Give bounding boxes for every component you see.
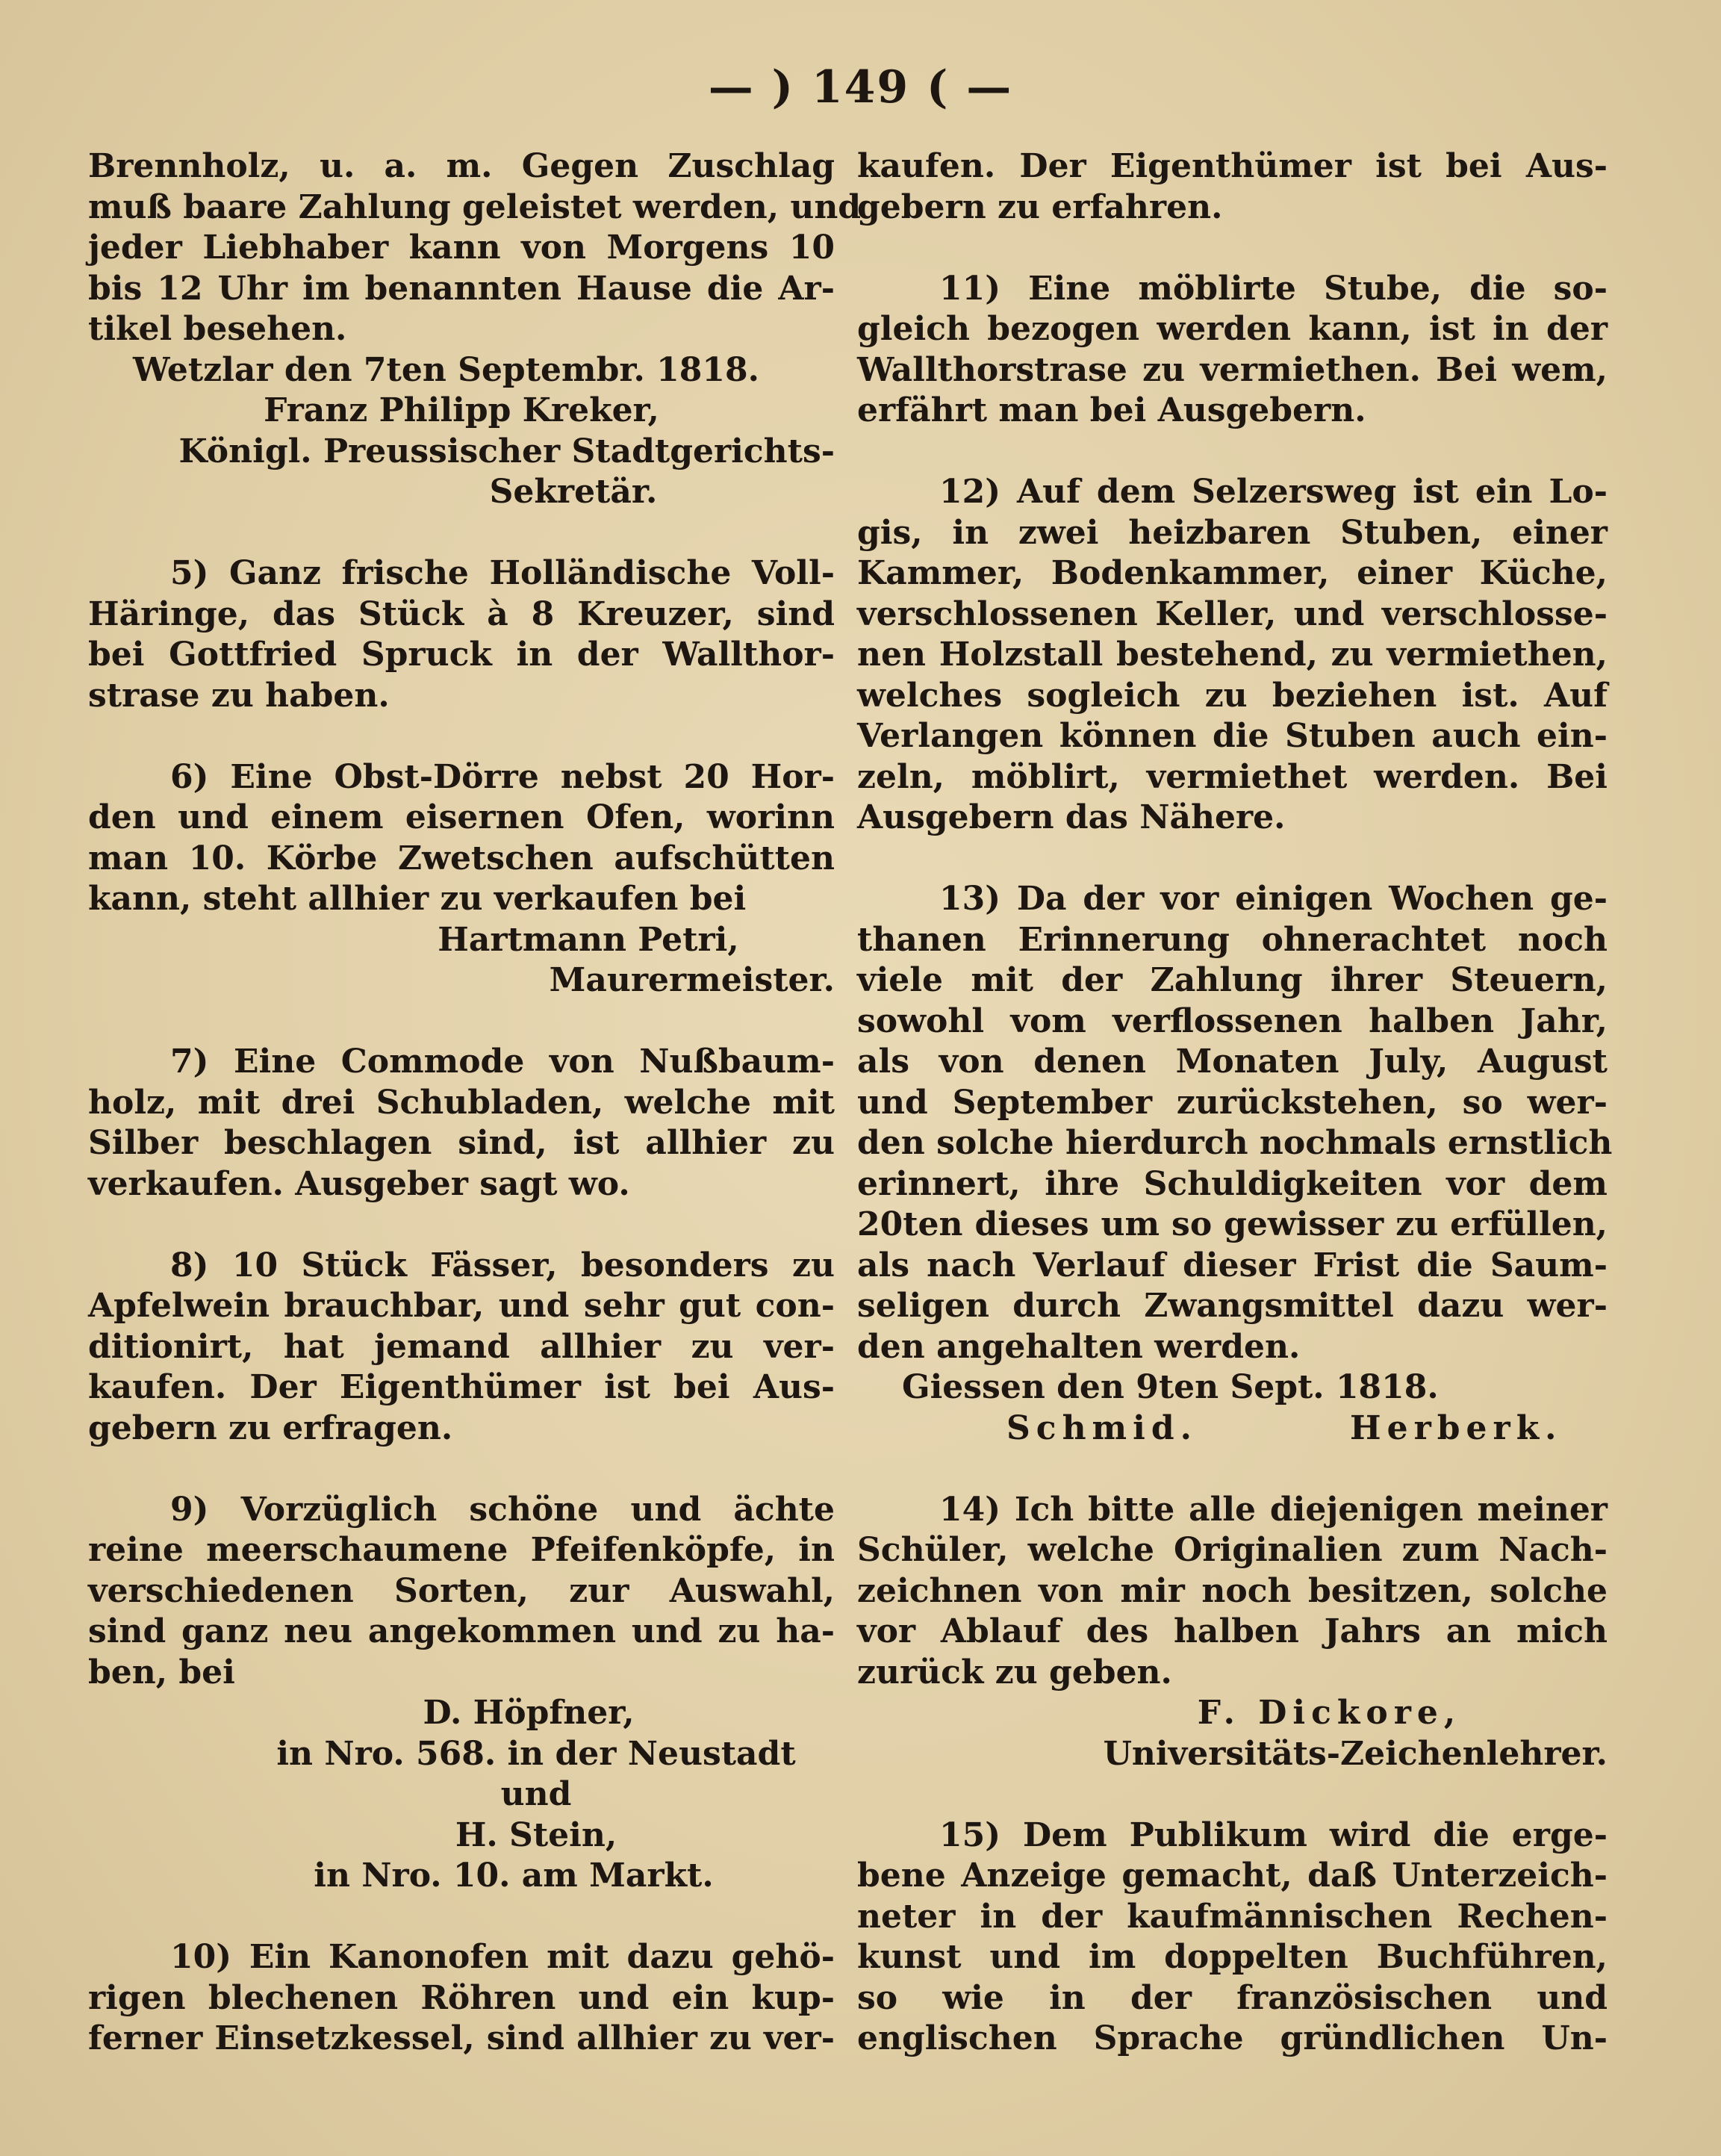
text-line: verschlossenen Keller, und verschlosse-: [857, 594, 1608, 633]
text-line: 8) 10 Stück Fässer, besonders zu: [170, 1246, 835, 1284]
text-line: 12) Auf dem Selzersweg ist ein Lo-: [939, 473, 1608, 511]
text-line: 11) Eine möblirte Stube, die so-: [939, 269, 1608, 308]
text-line: bis 12 Uhr im benannten Hause die Ar-: [88, 269, 835, 308]
text-line: Schüler, welche Originalien zum Nach-: [857, 1531, 1608, 1569]
text-line: kaufen. Der Eigenthümer ist bei Aus-: [88, 1368, 835, 1406]
text-line: gis, in zwei heizbaren Stuben, einer: [857, 513, 1608, 552]
text-line: ferner Einsetzkessel, sind allhier zu ver-: [88, 2019, 835, 2057]
text-line: man 10. Körbe Zwetschen aufschütten: [88, 839, 835, 877]
dateline: Giessen den 9ten Sept. 1818.: [902, 1368, 1439, 1406]
text-line: ben, bei: [88, 1653, 235, 1691]
signature-name: Franz Philipp Kreker,: [264, 391, 659, 429]
text-line: Apfelwein brauchbar, und sehr gut con-: [88, 1287, 835, 1325]
dateline: Wetzlar den 7ten Septembr. 1818.: [133, 350, 759, 389]
text-line: Verlangen können die Stuben auch ein-: [857, 717, 1608, 755]
text-line: den angehalten werden.: [857, 1327, 1301, 1366]
text-line: erfährt man bei Ausgebern.: [857, 391, 1366, 429]
text-line: zurück zu geben.: [857, 1653, 1172, 1691]
text-line: und September zurückstehen, so wer-: [857, 1083, 1608, 1122]
text-line: muß baare Zahlung geleistet werden, und: [88, 187, 862, 226]
text-line: 9) Vorzüglich schöne und ächte: [170, 1490, 835, 1529]
text-line: erinnert, ihre Schuldigkeiten vor dem: [857, 1164, 1608, 1203]
text-line: tikel besehen.: [88, 310, 347, 348]
text-line: strase zu haben.: [88, 676, 390, 715]
vendor-address: in Nro. 10. am Markt.: [314, 1857, 714, 1895]
text-line: 6) Eine Obst-Dörre nebst 20 Hor-: [170, 757, 835, 796]
text-line: 13) Da der vor einigen Wochen ge-: [939, 880, 1608, 918]
signature-row: [857, 1408, 1608, 1450]
text-line: Silber beschlagen sind, ist allhier zu: [88, 1124, 835, 1162]
text-line: bei Gottfried Spruck in der Wallthor-: [88, 636, 835, 674]
text-line: gebern zu erfragen.: [88, 1408, 453, 1447]
text-line: Wallthorstrase zu vermiethen. Bei wem,: [857, 350, 1608, 389]
text-line: jeder Liebhaber kann von Morgens 10: [88, 229, 835, 267]
text-line: 15) Dem Publikum wird die erge-: [939, 1815, 1608, 1854]
text-line: 10) Ein Kanonofen mit dazu gehö-: [170, 1938, 835, 1976]
text-line: den und einem eisernen Ofen, worinn: [88, 798, 835, 836]
text-line: ditionirt, hat jemand allhier zu ver-: [88, 1327, 835, 1366]
text-line: neter in der kaufmännischen Rechen-: [857, 1897, 1608, 1936]
text-line: gebern zu erfahren.: [857, 187, 1223, 226]
text-line: bene Anzeige gemacht, daß Unterzeich-: [857, 1857, 1608, 1895]
text-line: thanen Erinnerung ohnerachtet noch: [857, 920, 1608, 959]
text-line: als nach Verlauf dieser Frist die Saum-: [857, 1246, 1608, 1284]
vendor-address: in Nro. 568. in der Neustadt: [276, 1734, 796, 1773]
page-header: — ) 149 ( —: [708, 61, 1013, 114]
right-column: [857, 146, 1613, 2060]
text-line: Brennholz, u. a. m. Gegen Zuschlag: [88, 147, 835, 185]
text-line: vor Ablauf des halben Jahrs an mich: [857, 1612, 1608, 1650]
text-line: 5) Ganz frische Holländische Voll-: [170, 554, 835, 592]
signature-title: Universitäts-Zeichenlehrer.: [1103, 1734, 1608, 1773]
text-line: und: [500, 1775, 572, 1813]
signature-name: Schmid.: [1006, 1408, 1198, 1447]
text-line: Kammer, Bodenkammer, einer Küche,: [857, 554, 1608, 592]
text-line: sowohl vom verflossenen halben Jahr,: [857, 1001, 1608, 1040]
text-line: so wie in der französischen und: [857, 1978, 1608, 2017]
text-line: seligen durch Zwangsmittel dazu wer-: [857, 1287, 1608, 1325]
text-line: verschiedenen Sorten, zur Auswahl,: [88, 1571, 835, 1610]
text-line: gleich bezogen werden kann, ist in der: [857, 310, 1608, 348]
vendor-name: D. Höpfner,: [423, 1694, 635, 1732]
text-line: den solche hierdurch nochmals ernstlich: [857, 1124, 1613, 1162]
text-line: zeln, möblirt, vermiethet werden. Bei: [857, 757, 1608, 796]
text-line: 7) Eine Commode von Nußbaum-: [170, 1043, 835, 1081]
text-line: 14) Ich bitte alle diejenigen meiner: [939, 1490, 1608, 1529]
text-line: viele mit der Zahlung ihrer Steuern,: [857, 961, 1608, 999]
signature-name: Hartmann Petri,: [438, 920, 739, 959]
text-line: nen Holzstall bestehend, zu vermiethen,: [857, 636, 1608, 674]
text-line: kann, steht allhier zu verkaufen bei: [88, 880, 747, 918]
text-line: 20ten dieses um so gewisser zu erfüllen,: [857, 1205, 1608, 1243]
signature-name: Herberk.: [1350, 1408, 1563, 1447]
text-line: rigen blechenen Röhren und ein kup-: [88, 1978, 835, 2017]
text-line: als von denen Monaten July, August: [857, 1043, 1608, 1081]
signature-title: Königl. Preussischer Stadtgerichts-: [178, 432, 835, 470]
text-line: Häringe, das Stück à 8 Kreuzer, sind: [88, 594, 835, 633]
text-line: reine meerschaumene Pfeifenköpfe, in: [88, 1531, 835, 1569]
signature-title: Sekretär.: [489, 473, 658, 511]
text-line: sind ganz neu angekommen und zu ha-: [88, 1612, 835, 1650]
text-line: kunst und im doppelten Buchführen,: [857, 1938, 1608, 1976]
text-line: Ausgebern das Nähere.: [857, 798, 1286, 836]
signature-name: F. Dickore,: [1197, 1694, 1462, 1732]
text-line: welches sogleich zu beziehen ist. Auf: [857, 676, 1608, 715]
signature-title: Maurermeister.: [549, 961, 835, 999]
vendor-name: H. Stein,: [455, 1815, 617, 1854]
text-line: verkaufen. Ausgeber sagt wo.: [88, 1164, 630, 1203]
text-line: holz, mit drei Schubladen, welche mit: [88, 1083, 835, 1122]
text-line: kaufen. Der Eigenthümer ist bei Aus-: [857, 147, 1608, 185]
text-line: englischen Sprache gründlichen Un-: [857, 2019, 1608, 2057]
left-column: [88, 146, 862, 2060]
text-line: zeichnen von mir noch besitzen, solche: [857, 1571, 1608, 1610]
